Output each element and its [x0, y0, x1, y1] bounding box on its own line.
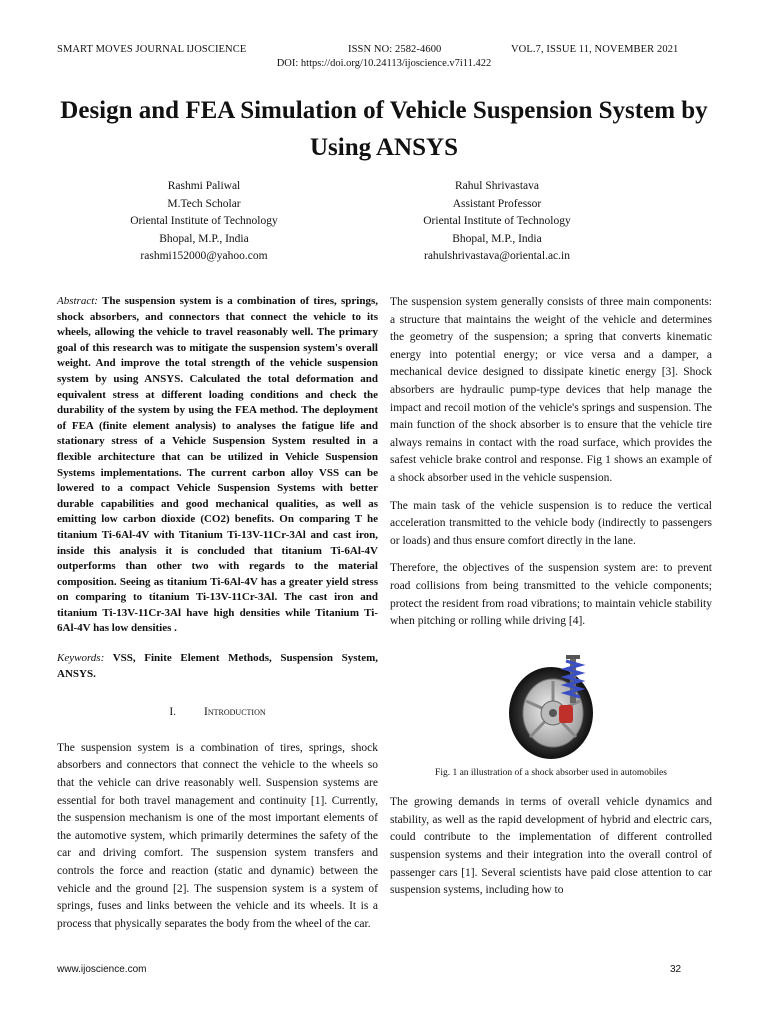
section-heading — [57, 704, 378, 722]
abstract — [57, 294, 378, 637]
author-name: Rahul Shrivastava — [455, 180, 539, 192]
author-name: Rashmi Paliwal — [167, 180, 241, 192]
author-2 — [377, 178, 617, 266]
brake-caliper-shape — [559, 705, 573, 723]
author-email[interactable]: rashmi152000@yahoo.com — [140, 250, 268, 262]
intro-paragraph: The suspension system is a combination of tires, springs, shock absorbers and connectors that connect the vehicle to the wheels so that the vehicle can drive reasonably well. Suspension systems are essential for both travel management and continuity [1]. Currently, the suspension mechanism is one of the most important elements of the automotive system, which primarily determines the safety of the car and driving comfort. The suspension system transfers and controls the force and reaction (static and dynamic) between the vehicle and the ground [2]. The suspension system is a system of springs, fuses and links between the vehicle and its wheels. It is a process that physically separates the body from the wheel of the car. — [57, 741, 378, 930]
keywords-label: Keywords: — [57, 652, 105, 665]
figure-caption: Fig. 1 an illustration of a shock absorber used in automobiles — [435, 767, 667, 778]
spring-mount-shape — [566, 655, 580, 659]
hub-shape — [549, 709, 557, 717]
footer-website[interactable]: www.ijoscience.com — [57, 964, 147, 975]
author-role: M.Tech Scholar — [167, 197, 241, 210]
journal-name: SMART MOVES JOURNAL IJOSCIENCE — [57, 44, 247, 55]
author-location: Bhopal, M.P., India — [452, 232, 542, 245]
body-paragraph: Therefore, the objectives of the suspension system are: to prevent road collisions from being transmitted to the vehicle components; protect the resident from road vibrations; to maintain vehicle stability when pitching or rolling while driving [4]. — [390, 562, 712, 628]
author-institution: Oriental Institute of Technology — [130, 215, 278, 227]
author-email[interactable]: rahulshrivastava@oriental.ac.in — [424, 250, 570, 262]
body-paragraph: The main task of the vehicle suspension is to reduce the vertical acceleration transmitted to the vehicle body (indirectly to passengers or loads) and thus ensure comfort directly in the lane. — [390, 499, 712, 547]
author-institution: Oriental Institute of Technology — [423, 215, 571, 227]
author-role: Assistant Professor — [452, 197, 542, 210]
right-column — [390, 294, 712, 910]
doi-link[interactable]: DOI: https://doi.org/10.24113/ijoscience.v7i11.422 — [276, 58, 492, 69]
figure-1 — [390, 653, 712, 765]
body-paragraph: The growing demands in terms of overall vehicle dynamics and stability, as well as the rapid development of hybrid and electric cars, could contribute to the implementation of different controlled suspension systems and their integration into the overall control of passenger cars [1]. Several scientists have paid close attention to car suspension systems, including how to — [390, 796, 712, 897]
section-number: I. — [169, 706, 177, 719]
volume-issue: VOL.7, ISSUE 11, NOVEMBER 2021 — [511, 44, 679, 55]
keywords-text: VSS, Finite Element Methods, Suspension System, ANSYS. — [57, 652, 378, 680]
issn: ISSN NO: 2582-4600 — [348, 44, 442, 55]
left-column — [57, 294, 378, 943]
page-number: 32 — [670, 964, 682, 975]
author-1 — [84, 178, 324, 266]
shock-absorber-wheel-illustration — [390, 653, 712, 765]
paper-title: Design and FEA Simulation of Vehicle Suspension System by Using ANSYS — [60, 97, 708, 161]
abstract-label: Abstract: — [57, 295, 98, 307]
body-paragraph: The suspension system generally consists of three main components: a structure that maintains the weight of the vehicle and determines the geometry of the suspension; a spring that converts kinematic energy into potential energy; or vice versa and a damper, a mechanical device designed to dissipate kinetic energy [3]. Shock absorbers are hydraulic pump-type devices that help manage the impact and recoil motion of the vehicle's springs and suspension. The main function of the shock absorber is to ensure that the vehicle tire always remains in contact with the road surface, which provides the safest vehicle brake control and response. Fig 1 shows an example of a shock absorber used in the vehicle suspension. — [390, 296, 712, 484]
author-location: Bhopal, M.P., India — [159, 232, 249, 245]
keywords — [57, 651, 378, 682]
abstract-text: The suspension system is a combination of tires, springs, shock absorbers, and connectors that connect the vehicle to its wheels, allowing the vehicle to travel reasonably well. The primary goal of this research was to mitigate the suspension system's overall weight. And improve the total strength of the vehicle suspension system by using ANSYS. Calculated the total deformation and equivalent stress at different loading conditions and check the durability of the system by using the FEA method. The deployment of FEA (finite element analysis) to analyses the fatigue life and stationary stress of a Vehicle Suspension System resulted in a flexible architecture that can be utilized in Vehicle Suspension Systems implementations. The current carbon alloy VSS can be lowered to a compact Vehicle Suspension Systems with better durable capabilities and good mechanical qualities, as well as emitting low carbon dioxide (CO2) benefits. On comparing T he titanium Ti-6Al-4V with Titanium Ti-13V-11Cr-3Al and cast iron, inside this analysis it is concluded that titanium Ti-6Al-4V outperforms than other two with regards to the material composition. Seeing as titanium Ti-6Al-4V has a greater yield stress on comparing to titanium Ti-13V-11Cr-3Al. The cast iron and titanium Ti-13V-11Cr-3Al have high densities while Titanium Ti-6Al-4V has low densities . — [57, 295, 378, 635]
section-title: Introduction — [204, 706, 266, 719]
